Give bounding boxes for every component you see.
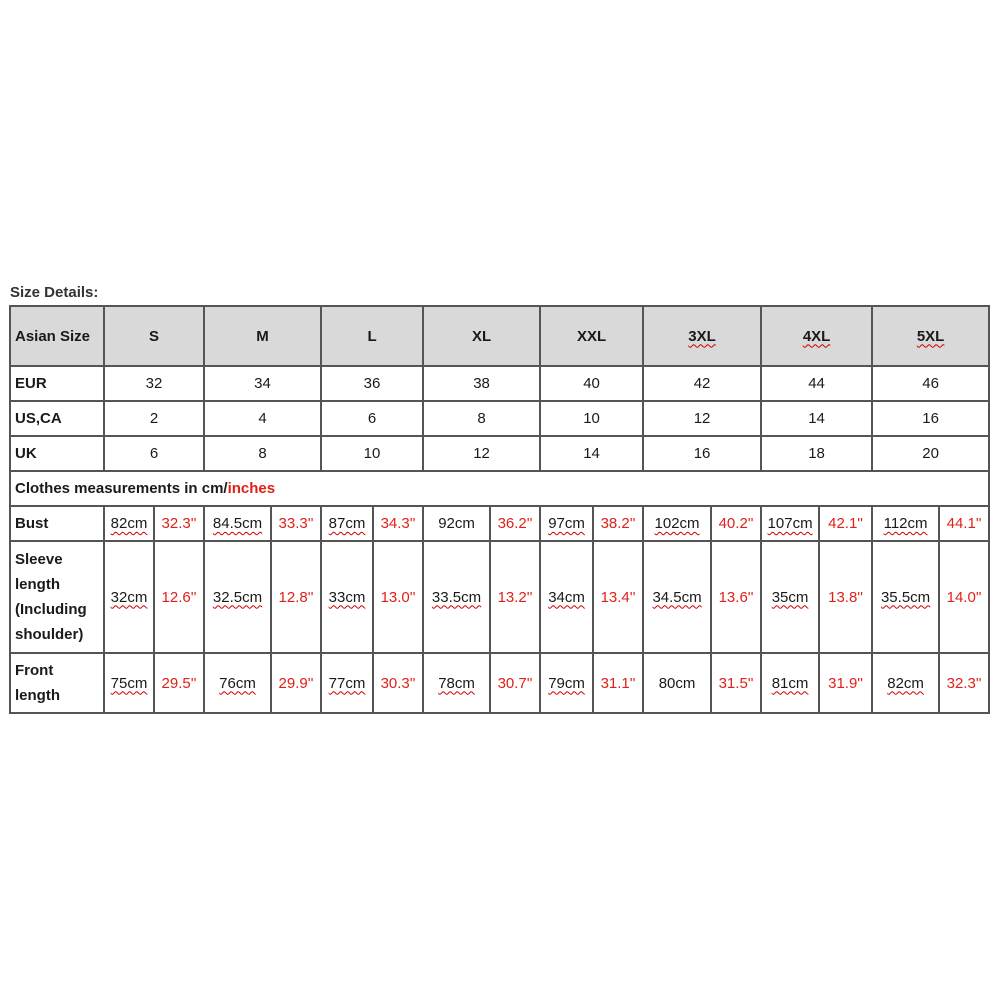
inch-cell: 31.1'': [594, 654, 644, 714]
cm-value: 32cm: [110, 588, 148, 606]
inch-cell: 31.9'': [820, 654, 873, 714]
row-label: US,CA: [11, 402, 105, 437]
cm-value: 82cm: [110, 515, 148, 532]
cm-value: 33cm: [328, 588, 366, 606]
cm-value: 35cm: [771, 588, 809, 606]
inch-cell: 31.5'': [712, 654, 762, 714]
size-5xl-text: 5XL: [916, 327, 945, 345]
table-cell: 6: [105, 437, 205, 472]
size-table: [9, 305, 990, 714]
row-label: Bust: [11, 507, 105, 542]
table-cell: 46: [873, 367, 990, 402]
cm-cell: [322, 542, 374, 654]
cm-value: 33.5cm: [431, 588, 482, 606]
table-cell: 36: [322, 367, 424, 402]
table-cell: 40: [541, 367, 644, 402]
row-label: UK: [11, 437, 105, 472]
cm-cell: [322, 507, 374, 542]
cm-value: 76cm: [219, 674, 256, 692]
table-cell: 34: [205, 367, 322, 402]
inch-cell: 40.2'': [712, 507, 762, 542]
cm-cell: [205, 654, 272, 714]
inch-cell: 38.2'': [594, 507, 644, 542]
table-row: [11, 437, 990, 472]
table-cell: 8: [205, 437, 322, 472]
cm-cell: [873, 654, 940, 714]
size-3xl-text: 3XL: [688, 327, 716, 345]
row-label: Sleeve length (Including shoulder): [11, 542, 105, 654]
cm-value: 84.5cm: [212, 515, 263, 532]
size-l: L: [322, 307, 424, 367]
cm-cell: [762, 542, 820, 654]
cm-cell: [541, 654, 594, 714]
inch-cell: 36.2'': [491, 507, 541, 542]
cm-value: 34cm: [548, 588, 585, 606]
size-s: S: [105, 307, 205, 367]
size-xl: XL: [424, 307, 541, 367]
cm-value: 35.5cm: [880, 588, 931, 606]
inch-cell: 42.1'': [820, 507, 873, 542]
inch-cell: 29.9'': [272, 654, 322, 714]
inch-cell: 33.3'': [272, 507, 322, 542]
table-row: [11, 542, 990, 654]
cm-value: 32.5cm: [212, 588, 263, 606]
inch-cell: 29.5'': [155, 654, 205, 714]
table-cell: 10: [541, 402, 644, 437]
table-row: [11, 507, 990, 542]
inch-cell: 34.3'': [374, 507, 424, 542]
cm-value: 80cm: [658, 674, 696, 692]
row-label: EUR: [11, 367, 105, 402]
cm-value: 78cm: [438, 674, 475, 692]
inch-cell: 14.0'': [940, 542, 990, 654]
cm-cell: [424, 507, 491, 542]
table-cell: 12: [644, 402, 762, 437]
table-cell: 6: [322, 402, 424, 437]
cm-value: 112cm: [883, 515, 928, 532]
table-cell: 16: [873, 402, 990, 437]
cm-value: 75cm: [110, 674, 148, 692]
cm-cell: [205, 542, 272, 654]
header-label: Asian Size: [11, 307, 105, 367]
table-cell: 10: [322, 437, 424, 472]
table-cell: 32: [105, 367, 205, 402]
size-5xl: [873, 307, 990, 367]
table-cell: 42: [644, 367, 762, 402]
cm-value: 92cm: [438, 515, 475, 532]
inch-cell: 12.6'': [155, 542, 205, 654]
cm-value: 34.5cm: [652, 588, 702, 606]
table-cell: 4: [205, 402, 322, 437]
header-row: [11, 307, 990, 367]
table-cell: 12: [424, 437, 541, 472]
cm-value: 107cm: [767, 515, 813, 532]
cm-value: 87cm: [328, 515, 366, 532]
table-cell: 20: [873, 437, 990, 472]
table-cell: 14: [541, 437, 644, 472]
cm-cell: [873, 507, 940, 542]
section-text: Clothes measurements in cm/: [15, 480, 228, 497]
table-row: [11, 402, 990, 437]
cm-value: 102cm: [654, 515, 700, 532]
size-4xl: [762, 307, 873, 367]
inch-cell: 30.3'': [374, 654, 424, 714]
page-title: Size Details:: [10, 284, 99, 301]
inch-cell: 32.3'': [940, 654, 990, 714]
inch-cell: 44.1'': [940, 507, 990, 542]
cm-cell: [644, 542, 712, 654]
size-3xl: [644, 307, 762, 367]
table-cell: 2: [105, 402, 205, 437]
cm-cell: [205, 507, 272, 542]
cm-cell: [644, 654, 712, 714]
section-row: [11, 472, 990, 507]
size-xxl: XXL: [541, 307, 644, 367]
table-cell: 16: [644, 437, 762, 472]
cm-cell: [873, 542, 940, 654]
inch-cell: 13.0'': [374, 542, 424, 654]
inch-cell: 30.7'': [491, 654, 541, 714]
cm-cell: [322, 654, 374, 714]
cm-cell: [762, 507, 820, 542]
cm-value: 81cm: [771, 674, 809, 692]
cm-cell: [105, 507, 155, 542]
cm-cell: [541, 507, 594, 542]
cm-cell: [424, 542, 491, 654]
cm-cell: [424, 654, 491, 714]
cm-cell: [541, 542, 594, 654]
size-4xl-text: 4XL: [802, 327, 831, 345]
section-heading: [11, 472, 990, 507]
inch-cell: 13.2'': [491, 542, 541, 654]
table-cell: 18: [762, 437, 873, 472]
table-cell: 44: [762, 367, 873, 402]
inch-cell: 13.8'': [820, 542, 873, 654]
inch-cell: 13.6'': [712, 542, 762, 654]
inch-cell: 13.4'': [594, 542, 644, 654]
cm-value: 97cm: [548, 515, 585, 532]
cm-value: 82cm: [887, 674, 924, 692]
table-cell: 8: [424, 402, 541, 437]
inch-cell: 32.3'': [155, 507, 205, 542]
cm-value: 79cm: [548, 674, 585, 692]
row-label: Front length: [11, 654, 105, 714]
cm-value: 77cm: [328, 674, 366, 692]
cm-cell: [762, 654, 820, 714]
cm-cell: [644, 507, 712, 542]
section-red-text: inches: [227, 480, 276, 497]
table-cell: 14: [762, 402, 873, 437]
table-cell: 38: [424, 367, 541, 402]
cm-cell: [105, 654, 155, 714]
table-row: [11, 654, 990, 714]
table-row: [11, 367, 990, 402]
size-m: M: [205, 307, 322, 367]
inch-cell: 12.8'': [272, 542, 322, 654]
cm-cell: [105, 542, 155, 654]
